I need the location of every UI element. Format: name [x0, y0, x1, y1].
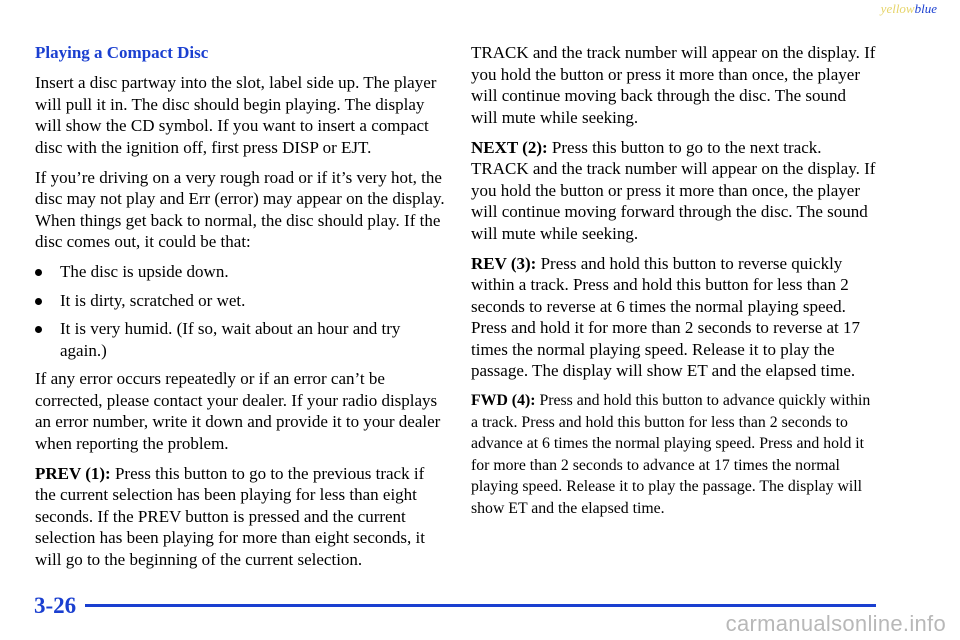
proof-mark-blue: blue	[914, 1, 937, 16]
fwd-label: FWD (4):	[471, 392, 536, 409]
fwd-text: Press and hold this button to advance quickly within a track. Press and hold this button for less than 2 seconds to advance at 6 times the normal playing speed. Press and hold it for more than 2 seconds to advance at 17 times the normal playing speed. Release it to play the passage. The display will show ET and the elapsed time.	[471, 392, 871, 517]
section-title: Playing a Compact Disc	[35, 43, 209, 62]
next-label: NEXT (2):	[471, 137, 548, 157]
paragraph-rough-road: If you’re driving on a very rough road or if it’s very hot, the disc may not play and Err (error) may appear on the display. When things get back to normal, the disc should play. If the disc comes out, it could be that:	[35, 167, 445, 251]
paragraph-insert-disc: Insert a disc partway into the slot, label side up. The player will pull it in. The disc should begin playing. The display will show the CD symbol. If you want to insert a compact disc with the ignition off, first press DISP or EJT.	[35, 73, 437, 157]
bullet-icon	[35, 298, 42, 305]
paragraph-prev	[35, 463, 447, 571]
left-column	[35, 42, 447, 579]
rev-label: REV (3):	[471, 253, 537, 273]
paragraph-rev	[471, 253, 876, 382]
bullet-icon	[35, 269, 42, 276]
cause-list	[35, 261, 447, 361]
proof-mark-yellow: yellow	[880, 1, 915, 16]
paragraph-track-continued: TRACK and the track number will appear on the display. If you hold the button or press it more than once, the player will continue moving back through the disc. The sound will mute while seeking.	[471, 43, 876, 127]
list-item	[35, 261, 447, 283]
list-item-text: The disc is upside down.	[60, 262, 229, 281]
paragraph-fwd	[471, 390, 876, 519]
color-proof-marks	[881, 1, 937, 17]
page-number: 3-26	[34, 593, 77, 618]
paragraph-next	[471, 137, 876, 245]
list-item	[35, 290, 447, 312]
paragraph-error-dealer: If any error occurs repeatedly or if an error can’t be corrected, please contact your dealer. If your radio displays an error number, write it down and provide it to your dealer when reporting the problem.	[35, 369, 441, 453]
watermark: carmanualsonline.info	[725, 611, 946, 636]
list-item-text: It is very humid. (If so, wait about an hour and try again.)	[60, 319, 401, 360]
list-item-text: It is dirty, scratched or wet.	[60, 290, 246, 310]
bullet-icon	[35, 326, 42, 333]
right-column	[471, 42, 876, 528]
prev-text: Press this button to go to the previous track if the current selection has been playing for less than eight seconds. If the PREV button is pressed and the current selection has been playing for more than eight seconds, it will go to the beginning of the current selection.	[35, 463, 425, 569]
footer-divider	[85, 604, 876, 607]
prev-label: PREV (1):	[35, 463, 111, 483]
rev-text: Press and hold this button to reverse quickly within a track. Press and hold this button for less than 2 seconds to reverse at 6 times the normal playing speed. Press and hold it for more than 2 seconds to reverse at 17 times the normal playing speed. Release it to play the passage. The display will show ET and the elapsed time.	[471, 253, 861, 380]
list-item	[35, 318, 447, 361]
next-text: Press this button to go to the next track. TRACK and the track number will appear on the display. If you hold the button or press it more than once, the player will continue moving forward through the disc. The sound will mute while seeking.	[471, 137, 876, 243]
